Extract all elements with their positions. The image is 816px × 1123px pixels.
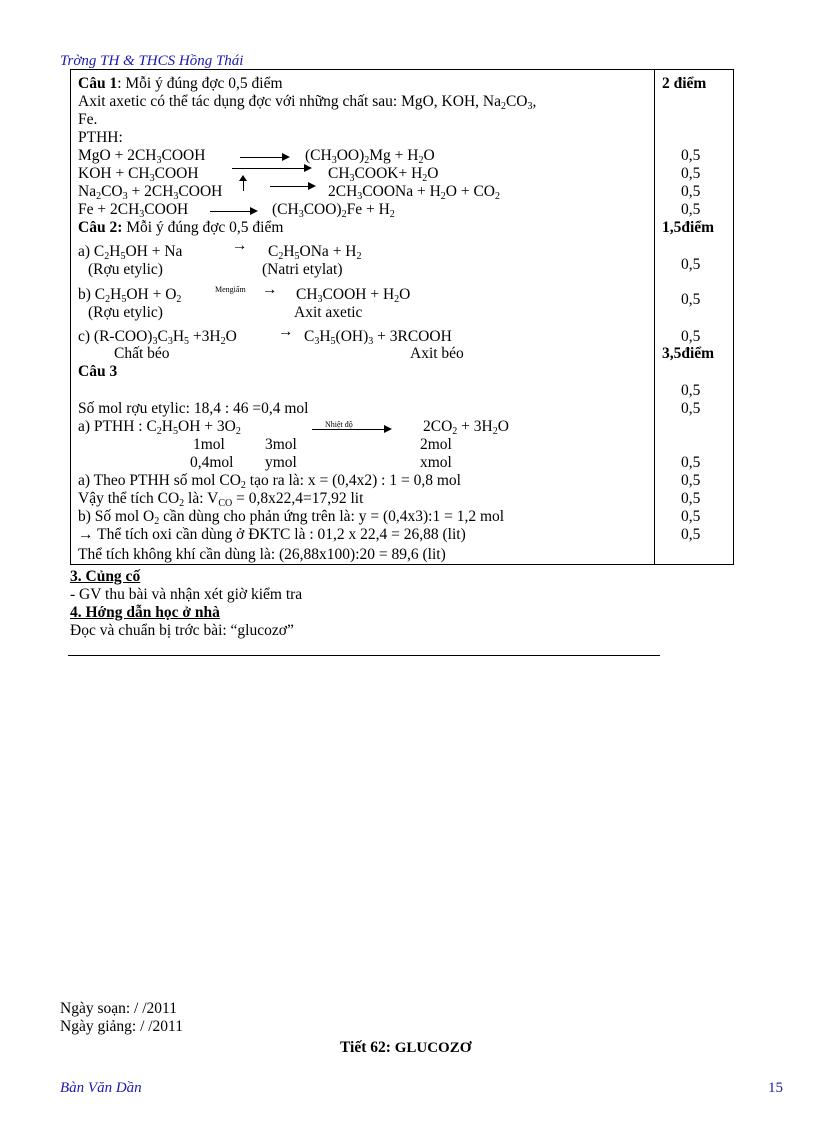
eq2-right: $CH_3COOK+ H_2O$ <box>328 165 439 184</box>
q3-row1-c: 2mol <box>420 436 452 453</box>
lesson-title: Tiết 62: GLUCOZƠ <box>340 1039 472 1056</box>
score: 0,5 <box>681 400 701 417</box>
q3-condition: Nhiệt độ <box>325 420 353 429</box>
q1-pthh: PTHH: <box>78 129 123 146</box>
q3-row2-b: ymol <box>265 454 297 471</box>
score: 0,5 <box>681 382 701 399</box>
arrow-icon: → <box>232 237 248 254</box>
arrow-icon <box>312 429 390 430</box>
score: 0,5 <box>681 291 701 308</box>
section3-title: 3. Củng cố <box>70 568 141 585</box>
score: 0,5 <box>681 490 701 507</box>
score: 0,5 <box>681 183 701 200</box>
q2b-left: b) $C_2H_5OH + O_2$ <box>78 286 182 305</box>
eq4-right: $(CH_3COO)_2Fe + H_2$ <box>272 201 395 220</box>
table-divider <box>654 69 655 565</box>
q2c-note1: Chất béo <box>114 345 170 362</box>
arrow-up-icon <box>239 175 247 181</box>
section4-title: 4. Hớng dẫn học ở nhà <box>70 604 220 621</box>
score: 0,5 <box>681 147 701 164</box>
q2a-note1: (Rợu etylic) <box>88 261 163 278</box>
section3-text: - GV thu bài và nhận xét giờ kiểm tra <box>70 586 303 603</box>
q2a-right: $C_2H_5ONa + H_2$ <box>268 243 362 262</box>
score: 0,5 <box>681 526 701 543</box>
eq2-left: KOH + $CH_3COOH$ <box>78 165 199 184</box>
q1-line2: Fe. <box>78 111 98 128</box>
score: 0,5 <box>681 328 701 345</box>
score: 0,5 <box>681 201 701 218</box>
divider <box>68 655 660 656</box>
q2b-right: $CH_3COOH + H_2O$ <box>296 286 411 305</box>
arrow-icon <box>232 168 310 169</box>
arrow-icon <box>270 186 314 187</box>
score: 0,5 <box>681 508 701 525</box>
q3-heading: Câu 3 <box>78 363 118 380</box>
school-header: Trờng TH & THCS Hồng Thái <box>60 53 244 69</box>
q2b-condition: Mengiấm <box>215 285 246 294</box>
q2c-left: c) $(R-COO)_3C_3H_5 +3H_2O$ <box>78 328 237 347</box>
score: 0,5 <box>681 472 701 489</box>
eq1-right: $(CH_3OO)_2Mg + H_2O$ <box>305 147 435 166</box>
footer-author: Bàn Văn Dần <box>60 1080 142 1096</box>
q2c-note2: Axit béo <box>410 345 464 362</box>
eq3-right: $2CH_3COONa + H_2O + CO_2$ <box>328 183 500 202</box>
q3-row1-b: 3mol <box>265 436 297 453</box>
eq1-left: MgO + $2CH_3COOH$ <box>78 147 206 166</box>
q2c-right: $C_3H_5(OH)_3$ + 3RCOOH <box>304 328 452 347</box>
page-number: 15 <box>768 1080 783 1096</box>
score: 2 điểm <box>662 75 707 92</box>
score: 0,5 <box>681 454 701 471</box>
eq3-left: $Na_2CO_3$ + $2CH_3COOH$ <box>78 183 223 202</box>
q3-t3: b) Số mol $O_2$ cần dùng cho phản ứng trên là: y = (0,4x3):1 = 1,2 mol <box>78 508 505 527</box>
score: 0,5 <box>681 256 701 273</box>
arrow-icon: → <box>78 526 94 543</box>
score: 0,5 <box>681 165 701 182</box>
eq4-left: $Fe + 2CH_3COOH$ <box>78 201 189 220</box>
q1-line1: Axit axetic có thể tác dụng đợc với những chất sau: MgO, KOH, $Na_2CO_3$, <box>78 93 537 112</box>
date-taught: Ngày giảng: / /2011 <box>60 1018 183 1035</box>
arrow-icon: → <box>278 323 294 340</box>
arrow-icon <box>240 157 288 158</box>
section4-text: Đọc và chuẩn bị trớc bài: “glucozơ” <box>70 622 294 639</box>
q3-t1: a) Theo PTHH số mol $CO_2$ tạo ra là: x = (0,4x2) : 1 = 0,8 mol <box>78 472 461 491</box>
q3-t2: Vậy thể tích $CO_2$ là: $V_{CO} = 0,8x22,4=17,92$ lit <box>78 490 364 509</box>
date-prepared: Ngày soạn: / /2011 <box>60 1000 177 1017</box>
q1-heading: Câu 1: Mỗi ý đúng đợc 0,5 điểm <box>78 75 283 92</box>
q3-row1-a: 1mol <box>193 436 225 453</box>
q3-t5: Thể tích không khí cần dùng là: (26,88x100):20 = 89,6 (lit) <box>78 546 446 563</box>
q3-row2-c: xmol <box>420 454 452 471</box>
q2b-note1: (Rợu etylic) <box>88 304 163 321</box>
q2a-left: a) $C_2H_5OH + Na$ <box>78 243 183 262</box>
arrow-icon <box>210 211 256 212</box>
q3-row2-a: 0,4mol <box>190 454 234 471</box>
q2b-note2: Axit axetic <box>294 304 363 321</box>
score: 3,5điểm <box>662 345 715 362</box>
arrow-icon: → <box>262 281 278 298</box>
q3-t4: → Thể tích oxi cần dùng ở ĐKTC là : 01,2 x 22,4 = 26,88 (lit) <box>78 526 466 543</box>
q3-mol: Số mol rợu etylic: 18,4 : 46 =0,4 mol <box>78 400 309 417</box>
q2-heading: Câu 2: Mỗi ý đúng đợc 0,5 điểm <box>78 219 284 236</box>
score: 1,5điểm <box>662 219 715 236</box>
q3-eq-right: $2CO_2 + 3H_2O$ <box>423 418 509 437</box>
q3-eq-left: a) PTHH : $C_2H_5OH + 3O_2$ <box>78 418 241 437</box>
q2a-note2: (Natri etylat) <box>262 261 343 278</box>
